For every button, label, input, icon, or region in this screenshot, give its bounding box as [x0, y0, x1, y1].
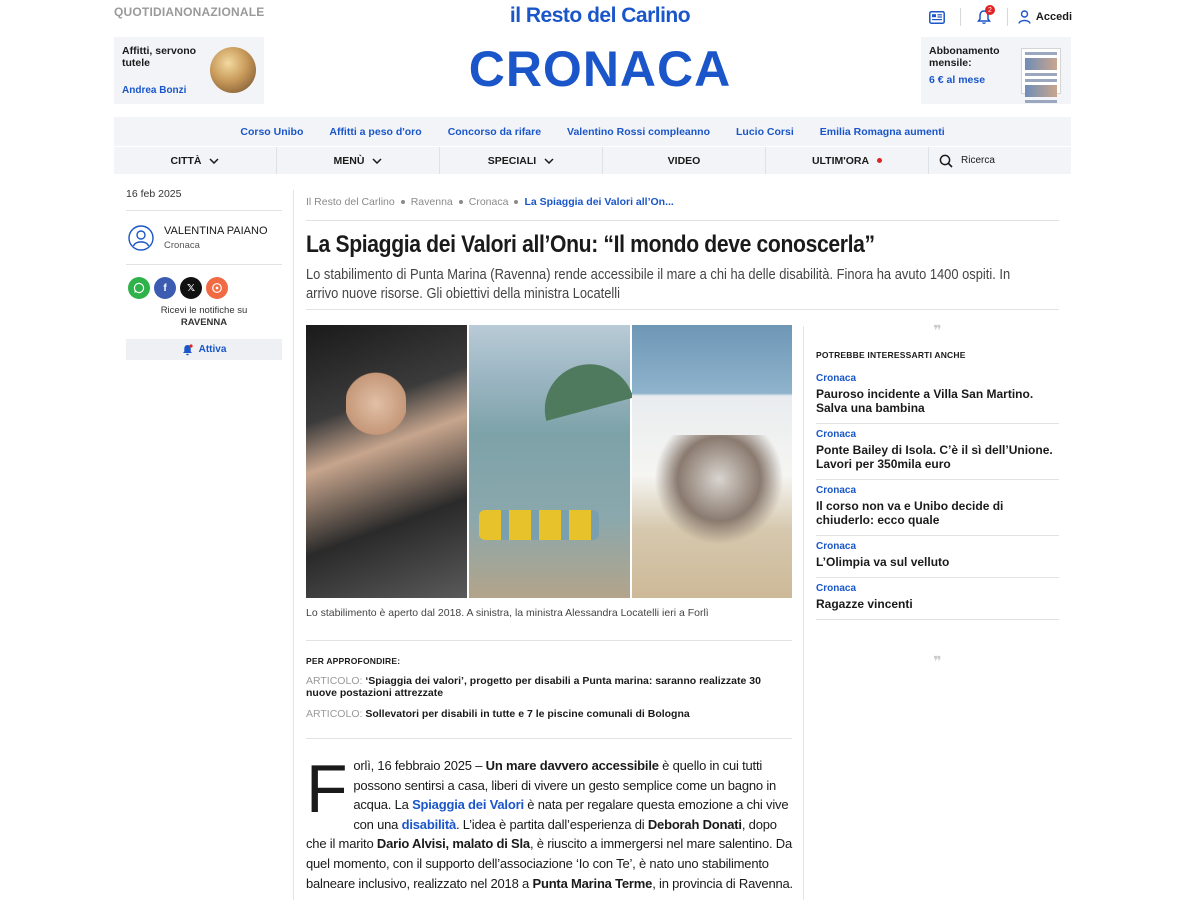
- notify-text: [126, 305, 282, 329]
- list-item[interactable]: [816, 424, 1059, 480]
- notify-label: Ricevi le notifiche su: [160, 305, 248, 316]
- newspaper-thumbnail: [1021, 48, 1061, 94]
- list-item[interactable]: [816, 480, 1059, 536]
- subscription-promo[interactable]: [921, 37, 1071, 104]
- whatsapp-icon[interactable]: [128, 277, 150, 299]
- breadcrumb: [306, 188, 1059, 221]
- nav-speciali[interactable]: [440, 147, 603, 174]
- opinion-title: Affitti, servono tutele: [122, 45, 197, 69]
- main-nav: [114, 147, 1071, 174]
- breadcrumb-separator: [514, 200, 518, 204]
- item-title: Il corso non va e Unibo decide di chiuderlo: ecco quale: [816, 499, 1004, 527]
- section-title: CRONACA: [468, 41, 732, 97]
- bell-icon[interactable]: [967, 7, 1001, 27]
- list-item[interactable]: [816, 368, 1059, 424]
- share-buttons: [126, 265, 282, 305]
- item-title: Pauroso incidente a Villa San Martino. Salva una bambina: [816, 387, 1034, 415]
- notification-badge: 2: [985, 5, 995, 15]
- activate-label: Attiva: [198, 344, 227, 355]
- top-actions: [920, 7, 1072, 27]
- search-label: Ricerca: [961, 155, 995, 166]
- recommended-sidebar: [816, 322, 1059, 620]
- author-name: VALENTINA PAIANO: [164, 225, 268, 237]
- network-brand[interactable]: QUOTIDIANONAZIONALE: [114, 5, 265, 19]
- quote-icon: ❞: [933, 653, 942, 669]
- nav-label: VIDEO: [667, 154, 701, 167]
- sidebar-heading: POTREBBE INTERESSARTI ANCHE: [816, 350, 966, 360]
- item-category: Cronaca: [816, 541, 857, 552]
- newspaper-icon[interactable]: [920, 7, 954, 27]
- link-spiaggia[interactable]: Spiaggia dei Valori: [412, 797, 524, 813]
- chevron-down-icon: [372, 158, 382, 164]
- notify-city: RAVENNA: [180, 317, 228, 328]
- nav-ultimora[interactable]: [766, 147, 929, 174]
- publish-date: 16 feb 2025: [126, 188, 282, 211]
- user-circle-icon: [128, 225, 154, 251]
- column-divider: [293, 190, 294, 900]
- chevron-down-icon: [209, 158, 219, 164]
- column-divider: [803, 326, 804, 900]
- breadcrumb-separator: [401, 200, 405, 204]
- author-box[interactable]: [126, 211, 282, 265]
- facebook-icon[interactable]: f: [154, 277, 176, 299]
- link-disabilita[interactable]: disabilità: [401, 816, 456, 832]
- divider: [306, 640, 792, 641]
- tag-link[interactable]: Emilia Romagna aumenti: [819, 125, 945, 138]
- article-subtitle: Lo stabilimento di Punta Marina (Ravenna) rende accessibile il mare a chi ha delle disabilità. Finora ha avuto 1400 ospiti. In arrivo nuove risorse. Gli obiettivi della ministra Locatelli: [306, 266, 1011, 302]
- related-articles: [306, 656, 792, 729]
- photo-sea: [469, 325, 630, 598]
- search-icon: [939, 154, 953, 168]
- top-bar: [0, 0, 1200, 36]
- nav-menu[interactable]: [277, 147, 440, 174]
- x-icon[interactable]: 𝕏: [180, 277, 202, 299]
- tag-link[interactable]: Valentino Rossi compleanno: [567, 125, 710, 138]
- chevron-down-icon: [544, 158, 554, 164]
- tag-link[interactable]: Corso Unibo: [240, 125, 304, 138]
- live-dot-icon: [877, 158, 882, 163]
- nav-video[interactable]: [603, 147, 766, 174]
- search-button[interactable]: [929, 147, 1071, 174]
- item-title: Ragazze vincenti: [816, 597, 913, 611]
- item-category: Cronaca: [816, 485, 857, 496]
- photo-caption: Lo stabilimento è aperto dal 2018. A sinistra, la ministra Alessandra Locatelli ieri a Forlì: [306, 607, 709, 619]
- share-icon[interactable]: [206, 277, 228, 299]
- login-label: Accedi: [1035, 11, 1072, 23]
- photo-minister: [306, 325, 467, 598]
- tag-link[interactable]: Concorso da rifare: [447, 125, 542, 138]
- quote-icon: ❞: [933, 322, 942, 338]
- site-logo[interactable]: il Resto del Carlino: [509, 4, 691, 27]
- author-section: Cronaca: [164, 240, 200, 251]
- tag-link[interactable]: Lucio Corsi: [736, 125, 794, 138]
- breadcrumb-item[interactable]: Cronaca: [468, 196, 509, 208]
- trending-tags: [114, 117, 1071, 146]
- related-heading: PER APPROFONDIRE:: [306, 656, 401, 666]
- author-text: [164, 225, 268, 251]
- divider: [1007, 8, 1008, 26]
- user-icon: [1018, 10, 1031, 24]
- divider: [306, 738, 792, 739]
- nav-label: SPECIALI: [487, 154, 537, 167]
- article-body: Forlì, 16 febbraio 2025 – Un mare davvero accessibile è quello in cui tutti possono sentirsi a casa, liberi di vivere un gesto semplice come un bagno in acqua. La Spiaggia dei Valori è nata per regalare questa emozione a chi vive con una disabilità. L’idea è partita dall’esperienza di Deborah Donati, dopo che il marito Dario Alvisi, malato di Sla, è riuscito a immergersi nel mare salentino. Da quel momento, con il supporto dell’associazione ‘Io con Te’, è nato uno stabilimento balneare inclusivo, realizzato nel 2018 a Punta Marina Terme, in provincia di Ravenna.: [306, 751, 793, 891]
- related-link[interactable]: ARTICOLO: Sollevatori per disabili in tutte e 7 le piscine comunali di Bologna: [306, 708, 690, 720]
- bell-icon: [182, 344, 193, 356]
- article-header: [306, 188, 1059, 310]
- divider: [960, 8, 961, 26]
- item-category: Cronaca: [816, 583, 857, 594]
- item-category: Cronaca: [816, 429, 857, 440]
- nav-citta[interactable]: [114, 147, 277, 174]
- login-button[interactable]: [1018, 10, 1072, 24]
- subscription-price: 6 € al mese: [929, 74, 986, 86]
- related-link[interactable]: ARTICOLO: ‘Spiaggia dei valori’, progetto per disabili a Punta marina: saranno realizzate 30 nuove postazioni attrezzate: [306, 675, 761, 699]
- list-item[interactable]: [816, 536, 1059, 578]
- nav-label: CITTÀ: [170, 154, 202, 167]
- photo-beach-group: [632, 325, 792, 598]
- subscription-title: Abbonamento mensile:: [929, 45, 1000, 69]
- list-item[interactable]: [816, 578, 1059, 620]
- opinion-author: Andrea Bonzi: [122, 85, 187, 96]
- breadcrumb-item[interactable]: Il Resto del Carlino: [306, 196, 395, 208]
- item-title: Ponte Bailey di Isola. C’è il sì dell’Unione. Lavori per 350mila euro: [816, 443, 1053, 471]
- tag-link[interactable]: Affitti a peso d'oro: [329, 125, 422, 138]
- item-title: L’Olimpia va sul velluto: [816, 555, 950, 569]
- nav-label: MENÙ: [333, 154, 365, 167]
- breadcrumb-current: La Spiaggia dei Valori all’On...: [524, 196, 674, 208]
- activate-notifications-button[interactable]: [126, 339, 282, 360]
- article-photo[interactable]: [306, 325, 792, 598]
- drop-cap: F: [306, 751, 348, 827]
- breadcrumb-separator: [459, 200, 463, 204]
- article-title: La Spiaggia dei Valori all’Onu: “Il mondo deve conoscerla”: [306, 231, 875, 258]
- nav-label: ULTIM'ORA: [811, 154, 870, 167]
- article-meta: [126, 188, 282, 360]
- breadcrumb-item[interactable]: Ravenna: [410, 196, 453, 208]
- item-category: Cronaca: [816, 373, 857, 384]
